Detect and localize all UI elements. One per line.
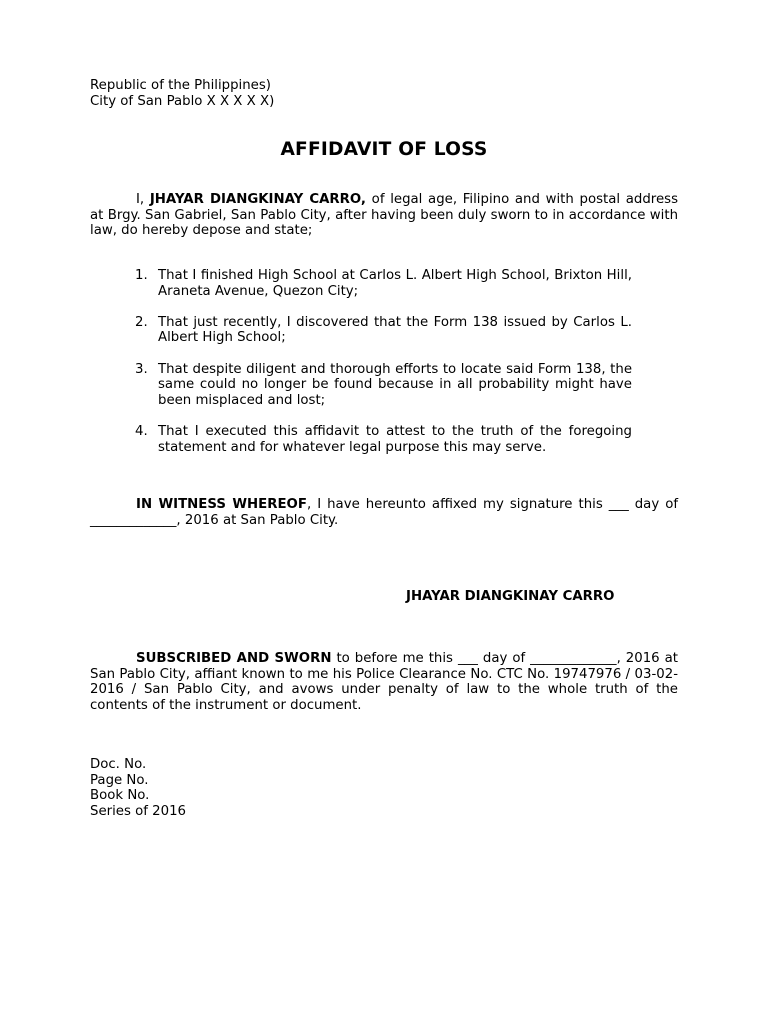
witness-paragraph bbox=[90, 497, 678, 528]
jurat-lead: SUBSCRIBED AND SWORN bbox=[136, 651, 332, 666]
intro-prefix: I, bbox=[136, 192, 150, 207]
list-item-number: 1. bbox=[135, 268, 148, 283]
venue-line-city: City of San Pablo X X X X X) bbox=[90, 93, 275, 109]
list-item-text: That just recently, I discovered that the Form 138 issued by Carlos L. Albert High School; bbox=[158, 314, 632, 346]
list-item-number: 2. bbox=[135, 314, 148, 330]
witness-lead: IN WITNESS WHEREOF bbox=[136, 497, 307, 512]
doc-no-line: Doc. No. bbox=[90, 757, 147, 772]
affiant-signature-name: JHAYAR DIANGKINAY CARRO bbox=[406, 589, 615, 604]
list-item-number: 3. bbox=[135, 361, 148, 377]
list-item-number: 4. bbox=[135, 423, 148, 439]
statement-list bbox=[90, 268, 632, 471]
list-item-text: That I executed this affidavit to attest to the truth of the foregoing statement and for whatever legal purpose this may serve. bbox=[158, 423, 632, 455]
list-item bbox=[90, 424, 632, 455]
list-item bbox=[90, 268, 632, 299]
page-no-line: Page No. bbox=[90, 772, 149, 788]
list-item-text: That despite diligent and thorough efforts to locate said Form 138, the same could no longer be found because in all probability might have been misplaced and lost; bbox=[158, 361, 632, 408]
series-line: Series of 2016 bbox=[90, 803, 186, 819]
venue-block bbox=[90, 78, 678, 109]
list-item-text: That I finished High School at Carlos L. Albert High School, Brixton Hill, Araneta Avenue, Quezon City; bbox=[158, 268, 632, 299]
jurat-text: to before me this ___ day of _____________, 2016 at San Pablo City, affiant known to me his Police Clearance No. CTC No. 19747976 / 03-02-2016 / San Pablo City, and avows under penalty of law to the whole truth of the contents of the instrument or document. bbox=[90, 651, 678, 713]
intro-text: of legal age, Filipino and with postal address at Brgy. San Gabriel, San Pablo City, after having been duly sworn to in accordance with law, do hereby depose and state; bbox=[90, 192, 679, 239]
intro-paragraph bbox=[90, 192, 678, 239]
affiant-name-inline: JHAYAR DIANGKINAY CARRO, bbox=[149, 192, 366, 207]
document-title: AFFIDAVIT OF LOSS bbox=[280, 139, 488, 160]
list-item bbox=[90, 362, 632, 409]
list-item bbox=[90, 315, 632, 346]
book-no-line: Book No. bbox=[90, 788, 150, 804]
jurat-paragraph bbox=[90, 651, 678, 713]
witness-text: , I have hereunto affixed my signature this ___ day of _____________, 2016 at San Pablo City. bbox=[90, 497, 679, 528]
notarial-register-block bbox=[90, 757, 678, 819]
venue-line-republic: Republic of the Philippines) bbox=[90, 78, 271, 93]
